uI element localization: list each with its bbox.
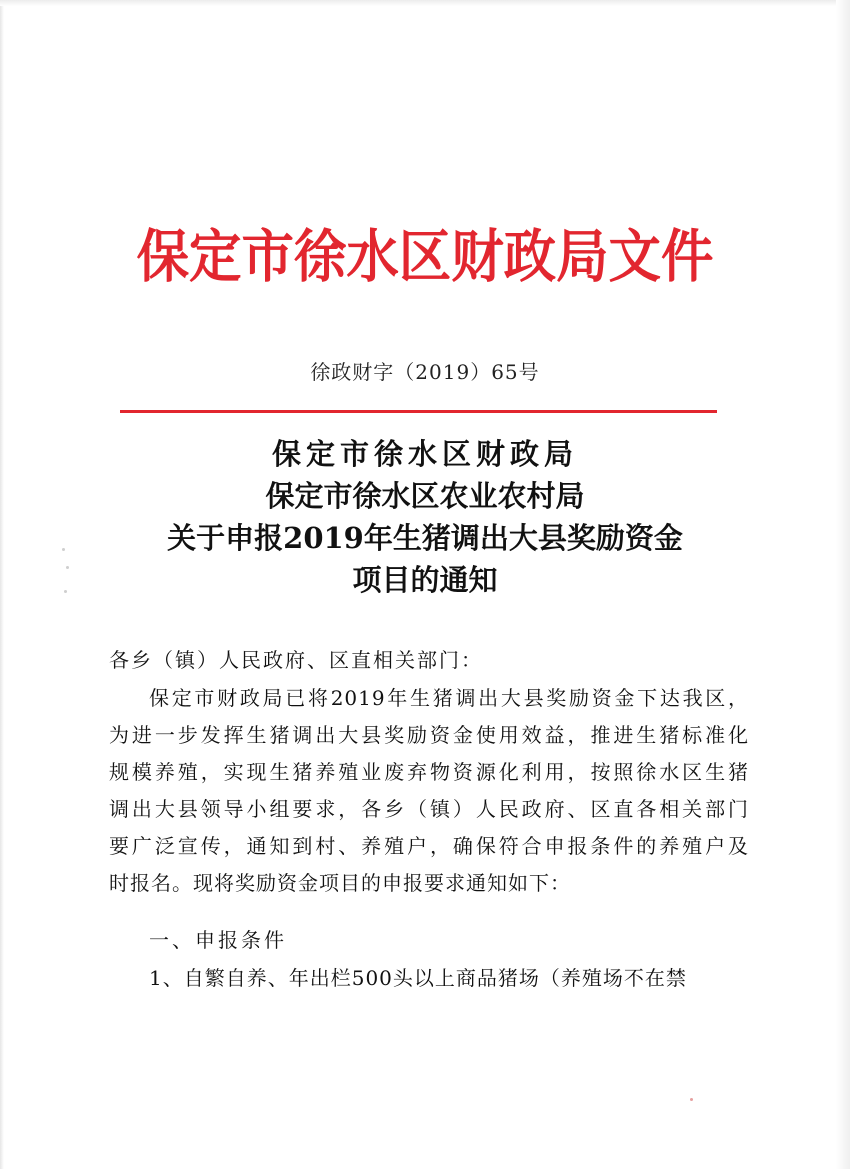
scan-shadow-top — [0, 0, 850, 6]
list-item: 1、自繁自养、年出栏500头以上商品猪场（养殖场不在禁 — [149, 966, 687, 990]
title-line-2: 保定市徐水区农业农村局 — [265, 479, 585, 513]
paragraph-line: 为进一步发挥生猪调出大县奖励资金使用效益，推进生猪标准化 — [109, 723, 749, 747]
document-number: 徐政财字（2019）65号 — [310, 360, 540, 384]
issuer-headline: 保定市徐水区财政局文件 — [136, 223, 714, 290]
salutation: 各乡（镇）人民政府、区直相关部门： — [109, 648, 483, 672]
paragraph-line: 要广泛宣传，通知到村、养殖户，确保符合申报条件的养殖户及 — [109, 834, 749, 858]
body-paragraph — [109, 680, 749, 902]
paragraph-line: 调出大县领导小组要求，各乡（镇）人民政府、区直各相关部门 — [109, 797, 749, 821]
paragraph-line: 保定市财政局已将2019年生猪调出大县奖励资金下达我区， — [149, 686, 749, 710]
title-line-1: 保定市徐水区财政局 — [271, 437, 578, 471]
paragraph-line: 时报名。现将奖励资金项目的申报要求通知如下： — [109, 871, 571, 895]
section-heading: 一、申报条件 — [149, 928, 287, 952]
notice-title — [0, 433, 850, 601]
scan-speck — [690, 1098, 693, 1101]
title-line-4: 项目的通知 — [352, 563, 498, 597]
scan-speck — [62, 548, 65, 551]
scan-speck — [66, 566, 69, 569]
scan-speck — [64, 590, 67, 593]
title-line-3: 关于申报2019年生猪调出大县奖励资金 — [167, 521, 683, 555]
paragraph-line: 规模养殖，实现生猪养殖业废弃物资源化利用，按照徐水区生猪 — [109, 760, 749, 784]
red-divider-line — [120, 410, 717, 413]
